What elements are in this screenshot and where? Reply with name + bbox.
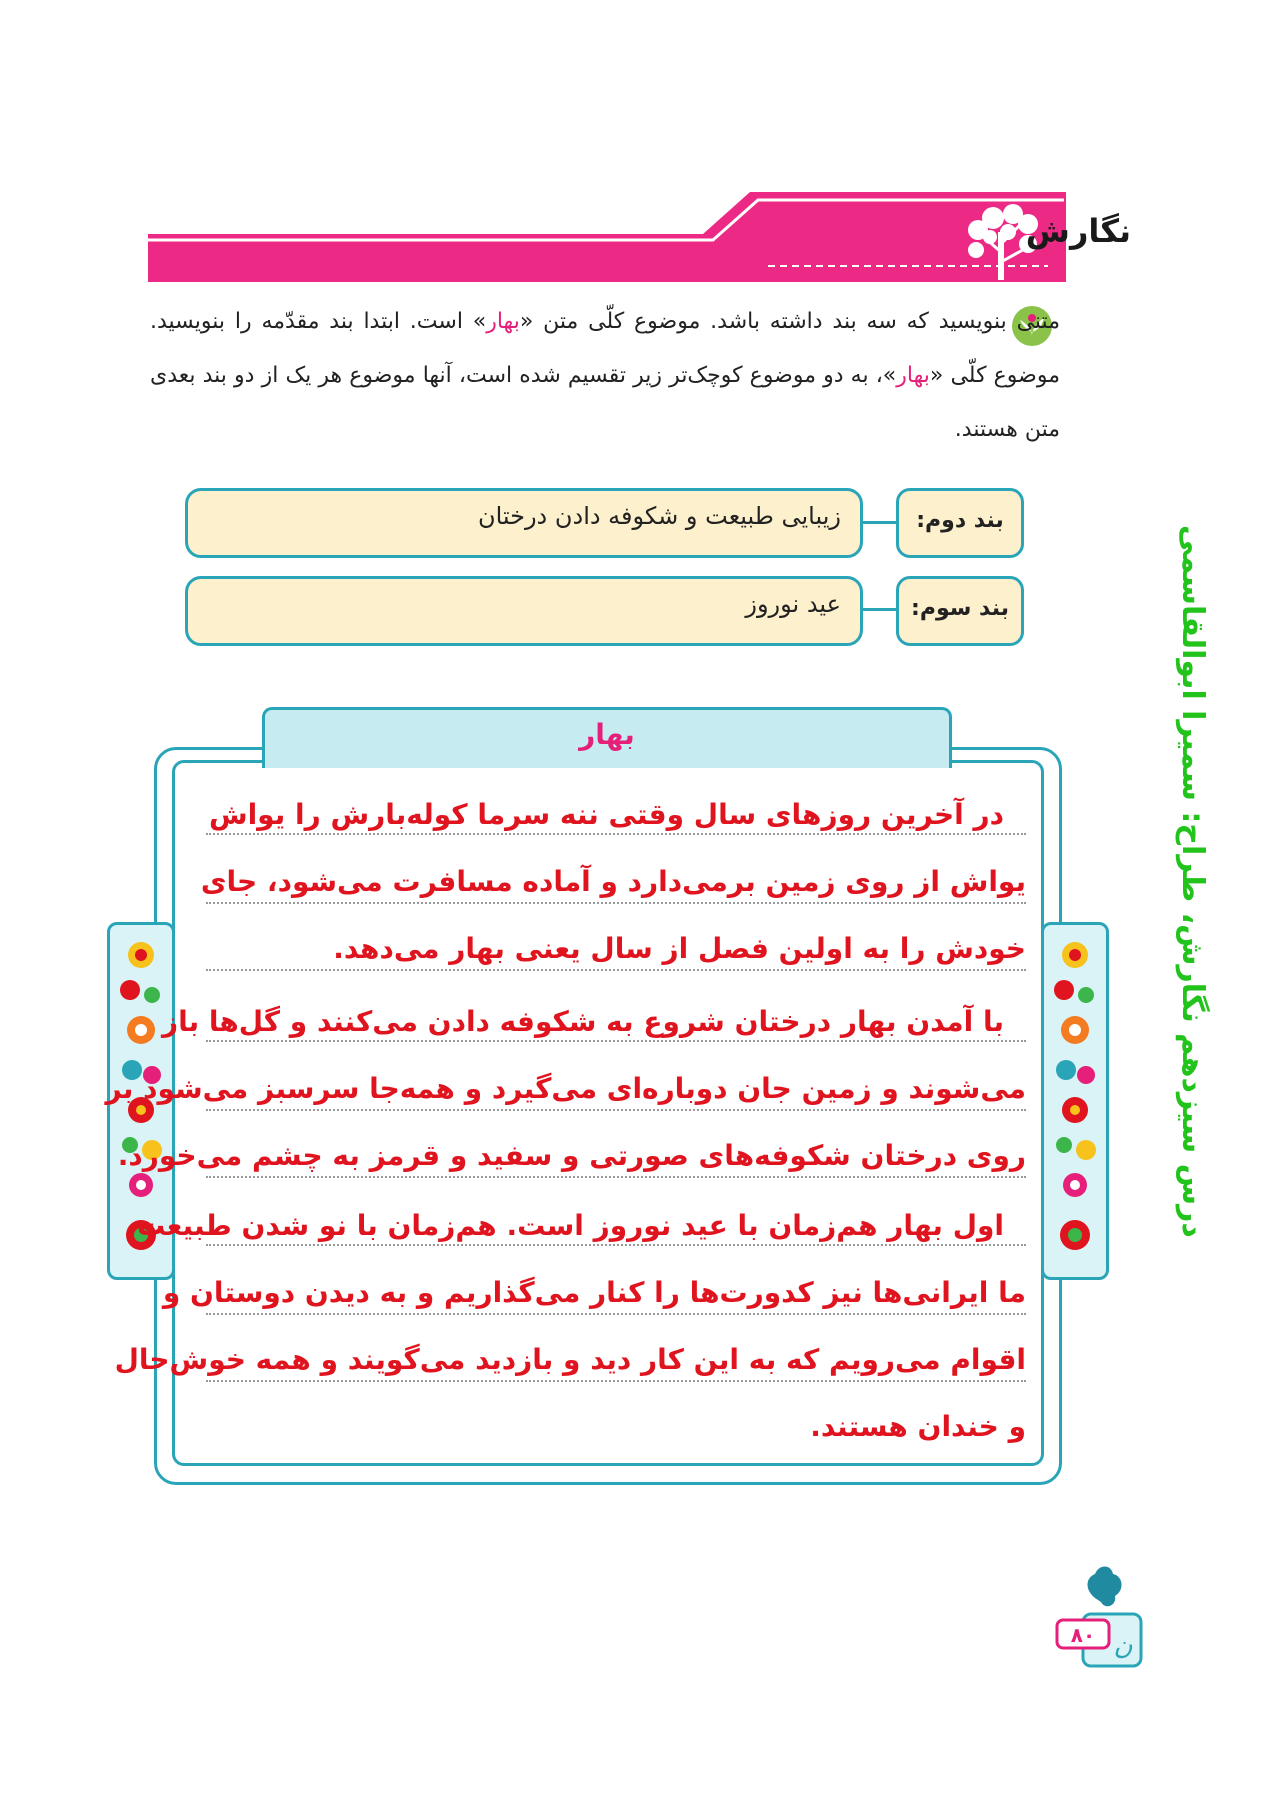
side-caption (1175, 525, 1235, 1245)
instructions-topic-1: بهار (486, 309, 520, 334)
essay-line: روی درختان شکوفه‌های صورتی و سفید و قرمز به چشم می‌خورد. (206, 1136, 1026, 1178)
page-number: ۸۰ (1070, 1623, 1096, 1647)
essay-line: ما ایرانی‌ها نیز کدورت‌ها را کنار می‌گذاریم و به دیدن دوستان و (206, 1273, 1026, 1315)
instructions-text (150, 295, 1060, 457)
instructions-part3: »، به دو موضوع کوچک‌تر زیر تقسیم شده است، آنها موضوع هر یک از دو بند بعدی متن هستند. (150, 363, 1060, 442)
flower-decoration-icon (1044, 925, 1106, 1277)
svg-text:ن: ن (1113, 1631, 1133, 1661)
essay-line: اقوام می‌رویم که به این کار دید و بازدید می‌گویند و همه خوش‌حال (206, 1340, 1026, 1382)
instructions-part1: متنی بنویسید که سه بند داشته باشد. موضوع کلّی متن « (519, 309, 1060, 334)
essay-line: یواش از روی زمین برمی‌دارد و آماده مسافرت می‌شود، جای (206, 862, 1026, 904)
paragraph-2-topic-text: زیبایی طبیعت و شکوفه دادن درختان (477, 502, 841, 530)
connector-line (860, 608, 896, 611)
essay-line: در آخرین روزهای سال وقتی ننه سرما کوله‌بارش را یواش (206, 795, 1026, 835)
right-flower-strip (1041, 922, 1109, 1280)
paragraph-2-label: بند دوم: (896, 488, 1024, 558)
connector-line (860, 521, 896, 524)
essay-line: می‌شوند و زمین جان دوباره‌ای می‌گیرد و همه‌جا سرسبز می‌شود بر (206, 1069, 1026, 1111)
instructions-topic-2: بهار (896, 363, 930, 388)
section-title: نگارش (1025, 212, 1131, 250)
essay-line: و خندان هستند. (810, 1410, 1026, 1443)
paragraph-3-topic-text: عید نوروز (745, 590, 841, 618)
section-header-banner (148, 192, 1066, 282)
instructions-part2: » است. ابتدا بند مقدّمه را بنویسید. موضوع کلّی « (150, 309, 1060, 388)
essay-title: بهار (579, 718, 635, 751)
essay-line: خودش را به اولین فصل از سال یعنی بهار می‌دهد. (206, 929, 1026, 971)
side-caption-text: درس سیزدهم نگارش، طراح: سمیرا ابوالقاسمی (1175, 525, 1210, 1238)
paragraph-3-label: بند سوم: (896, 576, 1024, 646)
page-logo-icon (1055, 1560, 1145, 1670)
essay-line: با آمدن بهار درختان شروع به شکوفه دادن می‌کنند و گل‌ها باز (206, 1002, 1026, 1042)
essay-line: اول بهار هم‌زمان با عید نوروز است. هم‌زمان با نو شدن طبیعت (206, 1206, 1026, 1246)
